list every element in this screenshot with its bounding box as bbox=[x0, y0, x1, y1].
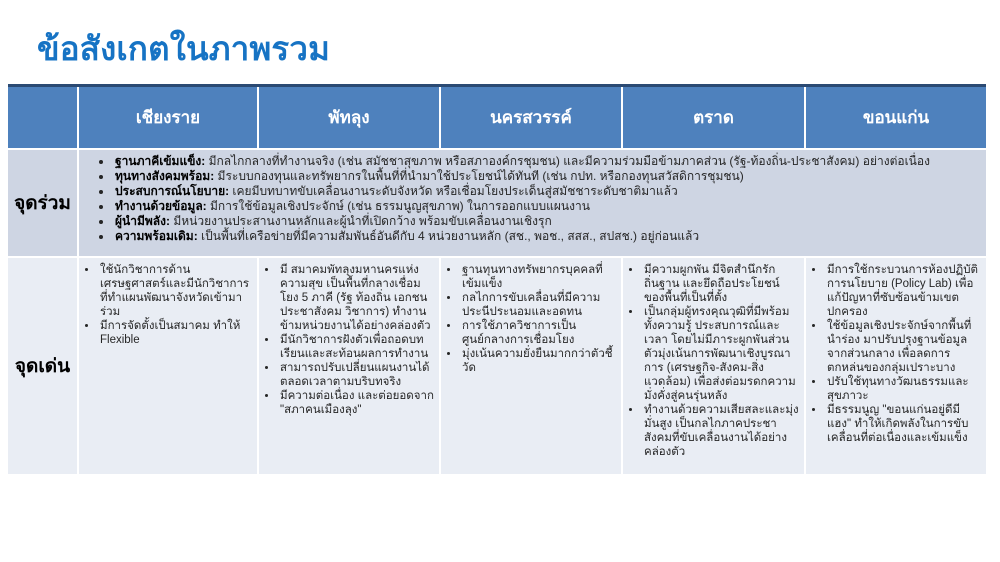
bullet-item: • ใช้ข้อมูลเชิงประจักษ์จากพื้นที่นำร่อง มาปรับปรุงฐานข้อมูลจากส่วนกลาง เพื่อลดการตกหล่นของกลุ่มเปราะบาง bbox=[825, 319, 981, 375]
strengths-cell-nakhonsawan bbox=[440, 257, 622, 474]
strengths-list-nakhonsawan bbox=[443, 263, 616, 375]
bullet-item: • ผู้นำมีพลัง: มีหน่วยงานประสานงานหลักและผู้นำที่เปิดกว้าง พร้อมขับเคลื่อนงานเชิงรุก bbox=[113, 214, 976, 229]
bullet-item: • ทำงานด้วยความเสียสละและมุ่งมั่นสูง เป็นกลไกภาคประชาสังคมที่ขับเคลื่อนงานได้อย่างคล่องตัว bbox=[642, 403, 799, 459]
page-title: ข้อสังเกตในภาพรวม bbox=[37, 30, 331, 67]
bullet-item: • ประสบการณ์นโยบาย: เคยมีบทบาทขับเคลื่อนงานระดับจังหวัด หรือเชื่อมโยงประเด็นสู่สมัชชาระดับชาติมาแล้ว bbox=[113, 184, 976, 199]
strengths-cell-trat bbox=[622, 257, 805, 474]
common-points-list bbox=[83, 154, 976, 244]
bullet-item: • ปรับใช้ทุนทางวัฒนธรรมและสุขภาวะ bbox=[825, 375, 981, 403]
bullet-item: • ความพร้อมเดิม: เป็นพื้นที่เครือข่ายที่มีความสัมพันธ์อันดีกับ 4 หน่วยงานหลัก (สช., พอช., สสส., สปสช.) อยู่ก่อนแล้ว bbox=[113, 229, 976, 244]
strengths-cell-phatthalung bbox=[258, 257, 440, 474]
col-header-chiangrai: เชียงราย bbox=[78, 86, 258, 150]
bullet-item: • เป็นกลุ่มผู้ทรงคุณวุฒิที่มีพร้อมทั้งความรู้ ประสบการณ์และเวลา โดยไม่มีภาระผูกพันส่วนตัวมุ่งเน้นการพัฒนาเชิงบูรณาการ (เศรษฐกิจ-สังคม-สิ่งแวดล้อม) เพื่อส่งต่อมรดกความมั่งคั่งสู่คนรุ่นหลัง bbox=[642, 305, 799, 403]
bullet-item: • มีธรรมนูญ "ขอนแก่นอยู่ดีมีแฮง" ทำให้เกิดพลังในการขับเคลื่อนที่ต่อเนื่องและเข้มแข็ง bbox=[825, 403, 981, 445]
bullet-item: • มีความต่อเนื่อง และต่อยอดจาก "สภาคนเมืองลุง" bbox=[278, 389, 434, 417]
bullet-item: • มุ่งเน้นความยั่งยืนมากกว่าตัวชี้วัด bbox=[460, 347, 616, 375]
strengths-list-khonkaen bbox=[808, 263, 981, 445]
bullet-item: • การใช้ภาควิชาการเป็นศูนย์กลางการเชื่อมโยง bbox=[460, 319, 616, 347]
strengths-list-trat bbox=[625, 263, 799, 459]
col-header-phatthalung: พัทลุง bbox=[258, 86, 440, 150]
corner-cell bbox=[8, 86, 78, 150]
bullet-item: • มีนักวิชาการฝังตัวเพื่อถอดบทเรียนและสะท้อนผลการทำงาน bbox=[278, 333, 434, 361]
provinces-comparison-table bbox=[8, 84, 986, 474]
strengths-cell-khonkaen bbox=[805, 257, 986, 474]
col-header-nakhonsawan: นครสวรรค์ bbox=[440, 86, 622, 150]
bullet-item: • กลไกการขับเคลื่อนที่มีความประนีประนอมและอดทน bbox=[460, 291, 616, 319]
bullet-item: • มีการจัดตั้งเป็นสมาคม ทำให้ Flexible bbox=[98, 319, 252, 347]
bullet-item: • มี สมาคมพัทลุงมหานครแห่งความสุข เป็นพื้นที่กลางเชื่อมโยง 5 ภาคี (รัฐ ท้องถิ่น เอกชน ประชาสังคม วิชาการ) ทำงานข้ามหน่วยงานได้อย่างคล่องตัว bbox=[278, 263, 434, 333]
bullet-item: • สามารถปรับเปลี่ยนแผนงานได้ตลอดเวลาตามบริบทจริง bbox=[278, 361, 434, 389]
strengths-cell-chiangrai bbox=[78, 257, 258, 474]
strengths-list-phatthalung bbox=[261, 263, 434, 417]
bullet-item: • มีความผูกพัน มีจิตสำนึกรักถิ่นฐาน และยึดถือประโยชน์ของพื้นที่เป็นที่ตั้ง bbox=[642, 263, 799, 305]
col-header-trat: ตราด bbox=[622, 86, 805, 150]
row-common-points bbox=[8, 149, 986, 257]
header-row bbox=[8, 86, 986, 150]
bullet-item: • ฐานทุนทางทรัพยากรบุคคลที่เข้มแข็ง bbox=[460, 263, 616, 291]
bullet-item: • ใช้นักวิชาการด้านเศรษฐศาสตร์และมีนักวิชาการที่ทำแผนพัฒนาจังหวัดเข้ามาร่วม bbox=[98, 263, 252, 319]
row-label-common-points: จุดร่วม bbox=[8, 149, 78, 257]
bullet-item: • ทุนทางสังคมพร้อม: มีระบบกองทุนและทรัพยากรในพื้นที่ที่นำมาใช้ประโยชน์ได้ทันที (เช่น กปท. หรือกองทุนสวัสดิการชุมชน) bbox=[113, 169, 976, 184]
strengths-list-chiangrai bbox=[81, 263, 252, 347]
common-points-cell bbox=[78, 149, 986, 257]
bullet-item: • ทำงานด้วยข้อมูล: มีการใช้ข้อมูลเชิงประจักษ์ (เช่น ธรรมนูญสุขภาพ) ในการออกแบบแผนงาน bbox=[113, 199, 976, 214]
row-label-strengths: จุดเด่น bbox=[8, 257, 78, 474]
bullet-item: • มีการใช้กระบวนการห้องปฏิบัติการนโยบาย (Policy Lab) เพื่อแก้ปัญหาที่ซับซ้อนข้ามเขตปกครอง bbox=[825, 263, 981, 319]
col-header-khonkaen: ขอนแก่น bbox=[805, 86, 986, 150]
row-strengths bbox=[8, 257, 986, 474]
bullet-item: • ฐานภาคีเข้มแข็ง: มีกลไกกลางที่ทำงานจริง (เช่น สมัชชาสุขภาพ หรือสภาองค์กรชุมชน) และมีความร่วมมือข้ามภาคส่วน (รัฐ-ท้องถิ่น-ประชาสังคม) อย่างต่อเนื่อง bbox=[113, 154, 976, 169]
